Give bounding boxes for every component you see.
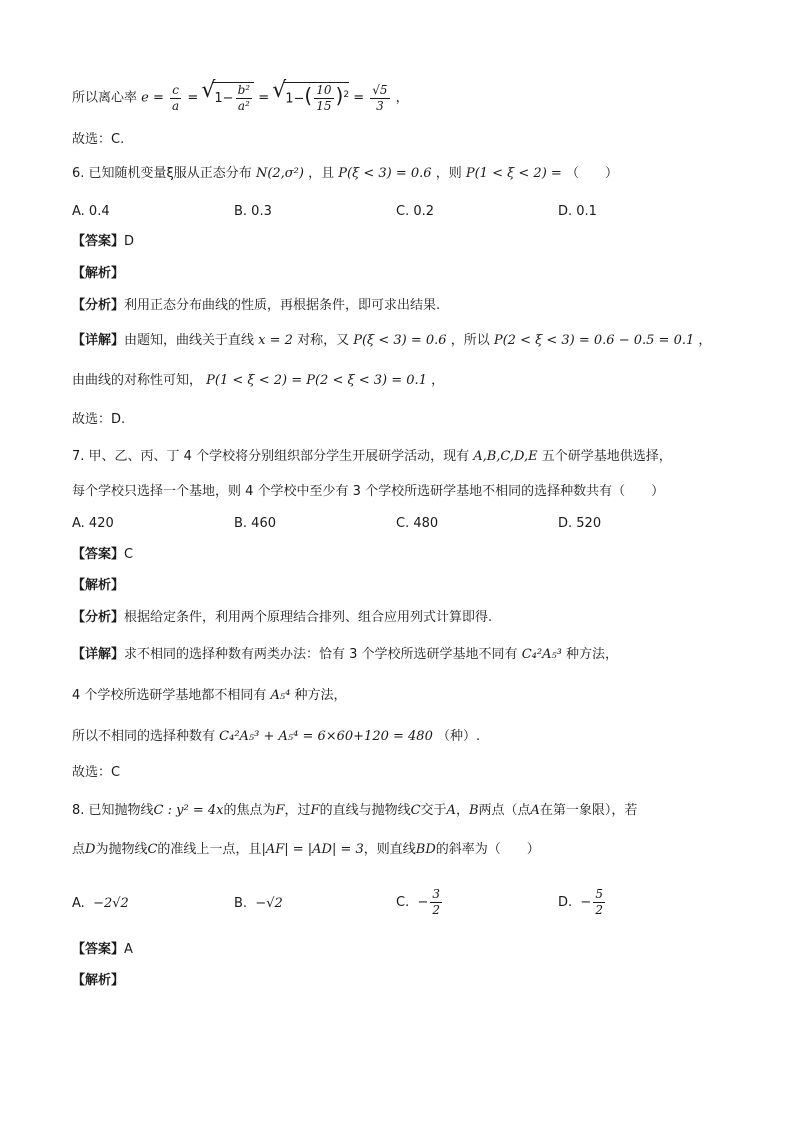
text: ，则 (435, 166, 462, 181)
math: C₄²A₅³ (521, 647, 562, 662)
xiangjie-tag: 【详解】 (72, 333, 125, 348)
math: N(2,σ²) (255, 166, 304, 181)
text: 4 个学校所选研学基地都不相同有 (72, 688, 267, 703)
value: − (417, 895, 429, 910)
label: A. (72, 896, 85, 911)
c-over-a (170, 83, 181, 114)
answer: D (124, 234, 135, 249)
math: A₅⁴ (270, 688, 291, 703)
answer-tag: 【答案】 (72, 547, 125, 562)
q6-stem (72, 164, 618, 184)
text: ， (455, 803, 469, 818)
q6-choose: 故选：D. (72, 412, 126, 427)
option-b: B. 460 (234, 516, 276, 531)
text: 的直线与抛物线 (319, 803, 411, 818)
sqrt-10-15: √ 1−( $\frac{10}{15}$ )$^2$ (283, 82, 349, 114)
label: B. (234, 896, 248, 911)
value: − (580, 895, 592, 910)
text: 根据给定条件，利用两个原理结合排列、组合应用列式计算即得. (124, 610, 493, 625)
math: A (530, 803, 540, 818)
text: ，过 (284, 803, 311, 818)
math: P(1 < ξ < 2) = (465, 166, 562, 181)
math: P(1 < ξ < 2) = P(2 < ξ < 3) = 0.1 (206, 373, 427, 388)
text: 的焦点为 (223, 803, 276, 818)
option-c (396, 886, 444, 920)
q6-answer (72, 232, 134, 252)
label: D. (558, 895, 573, 910)
num: √5 (372, 82, 388, 97)
math: P(ξ < 3) = 0.6 (338, 166, 432, 181)
math: P(ξ < 3) = 0.6 (353, 333, 447, 348)
den: a² (237, 99, 250, 114)
q7-analysis-tag: 【解析】 (72, 578, 125, 593)
text: 所以不相同的选择种数有 (72, 729, 216, 744)
option-b: B. 0.3 (234, 204, 272, 219)
den: 3 (376, 98, 384, 113)
q7-choose: 故选：C (72, 765, 121, 780)
q7-line-3 (72, 727, 480, 747)
text: 的斜率为（ ） (435, 842, 540, 857)
text: 对称，又 (297, 333, 350, 348)
text: 利用正态分布曲线的性质，再根据条件，即可求出结果. (124, 298, 441, 313)
option-d: D. 520 (558, 516, 602, 531)
text: 8. 已知抛物线 (72, 803, 154, 818)
text: 五个研学基地供选择， (541, 449, 672, 464)
text: ， (431, 373, 445, 388)
text: ， (698, 333, 712, 348)
math: C₄²A₅³ + A₅⁴ = 6×60+120 = 480 (219, 729, 433, 744)
math: P(2 < ξ < 3) = 0.6 − 0.5 = 0.1 (493, 333, 695, 348)
option-a: A. 420 (72, 516, 114, 531)
text: 种方法， (566, 647, 619, 662)
text: 由曲线的对称性可知， (72, 373, 203, 388)
math: C (410, 803, 421, 818)
sqrt-b2-a2 (212, 82, 254, 114)
den: 2 (432, 903, 441, 917)
q8-stem-2 (72, 840, 540, 860)
text: ，则直线 (363, 842, 416, 857)
q6-symmetry (72, 371, 444, 391)
text: ，且 (308, 166, 335, 181)
answer-tag: 【答案】 (72, 234, 125, 249)
ecc-prefix: 所以离心率 (72, 90, 138, 106)
option-a (72, 894, 129, 914)
den: a (172, 98, 180, 113)
xiangjie-tag: 【详解】 (72, 647, 125, 662)
q8-answer (72, 940, 133, 960)
text: （种）. (436, 729, 481, 744)
math: x = 2 (258, 333, 293, 348)
option-d: D. 0.1 (558, 204, 597, 219)
math: C : y² = 4x (153, 803, 224, 818)
exponent: 2 (343, 90, 350, 100)
math: A (446, 803, 456, 818)
q7-stem-1 (72, 447, 672, 467)
den: 15 (316, 99, 332, 114)
one-minus: 1− (285, 91, 305, 107)
text: 6. 已知随机变量ξ服从正态分布 (72, 166, 252, 181)
q8-analysis-tag: 【解析】 (72, 973, 125, 988)
math: D (85, 842, 96, 857)
math: F (310, 803, 320, 818)
sqrt5-over-3 (370, 83, 389, 114)
text: 点 (72, 842, 86, 857)
eq-sign: = (187, 90, 199, 106)
label: C. (396, 895, 410, 910)
ecc-e: e (141, 90, 149, 106)
text: （ ） (565, 166, 618, 181)
option-d (558, 886, 607, 920)
text: 两点（点 (478, 803, 531, 818)
eq-sign: = (353, 90, 365, 106)
one-minus: 1− (214, 91, 234, 107)
math: F (275, 803, 285, 818)
num: c (170, 83, 181, 99)
num: b² (237, 83, 251, 98)
text: 种方法， (294, 688, 347, 703)
text: 为抛物线 (95, 842, 148, 857)
answer-tag: 【答案】 (72, 942, 125, 957)
q6-fenxi (72, 296, 440, 316)
eq-sign: = (153, 90, 164, 106)
value: −√2 (255, 896, 283, 911)
q7-line-2 (72, 686, 347, 706)
value: −2√2 (93, 896, 129, 911)
option-c: C. 480 (396, 516, 439, 531)
comma: ， (395, 90, 409, 106)
eq-sign: = (258, 90, 270, 106)
math: B (468, 803, 479, 818)
q7-fenxi (72, 608, 492, 628)
text: 由题知，曲线关于直线 (124, 333, 255, 348)
q7-xiangjie (72, 645, 618, 665)
fenxi-tag: 【分析】 (72, 298, 125, 313)
q7-answer (72, 545, 133, 565)
text: ，所以 (450, 333, 490, 348)
option-a: A. 0.4 (72, 204, 110, 219)
q5-choose: 故选：C. (72, 132, 125, 147)
option-c: C. 0.2 (396, 204, 435, 219)
text: 交于 (420, 803, 447, 818)
q6-xiangjie (72, 331, 711, 351)
text: 在第一象限），若 (539, 803, 638, 818)
text: 7. 甲、乙、丙、丁 4 个学校将分别组织部分学生开展研学活动，现有 (72, 449, 470, 464)
text: 求不相同的选择种数有两类办法：恰有 3 个学校所选研学基地不同有 (124, 647, 518, 662)
q6-analysis-tag: 【解析】 (72, 266, 125, 281)
answer: A (124, 942, 133, 957)
den: 2 (595, 903, 603, 917)
num: 3 (432, 887, 441, 901)
answer: C (124, 547, 134, 562)
math: |AF| = |AD| = 3 (261, 842, 364, 857)
fenxi-tag: 【分析】 (72, 610, 125, 625)
math: BD (415, 842, 436, 857)
num: 5 (595, 887, 603, 901)
text: 的准线上一点，且 (157, 842, 262, 857)
math: C (147, 842, 158, 857)
math: A,B,C,D,E (473, 449, 538, 464)
q8-stem-1 (72, 801, 637, 821)
num: 10 (316, 83, 332, 98)
eccentricity-line (72, 82, 409, 114)
q7-stem-2: 每个学校只选择一个基地，则 4 个学校中至少有 3 个学校所选研学基地不相同的选择种数共有（ ） (72, 484, 665, 499)
option-b (234, 894, 283, 914)
